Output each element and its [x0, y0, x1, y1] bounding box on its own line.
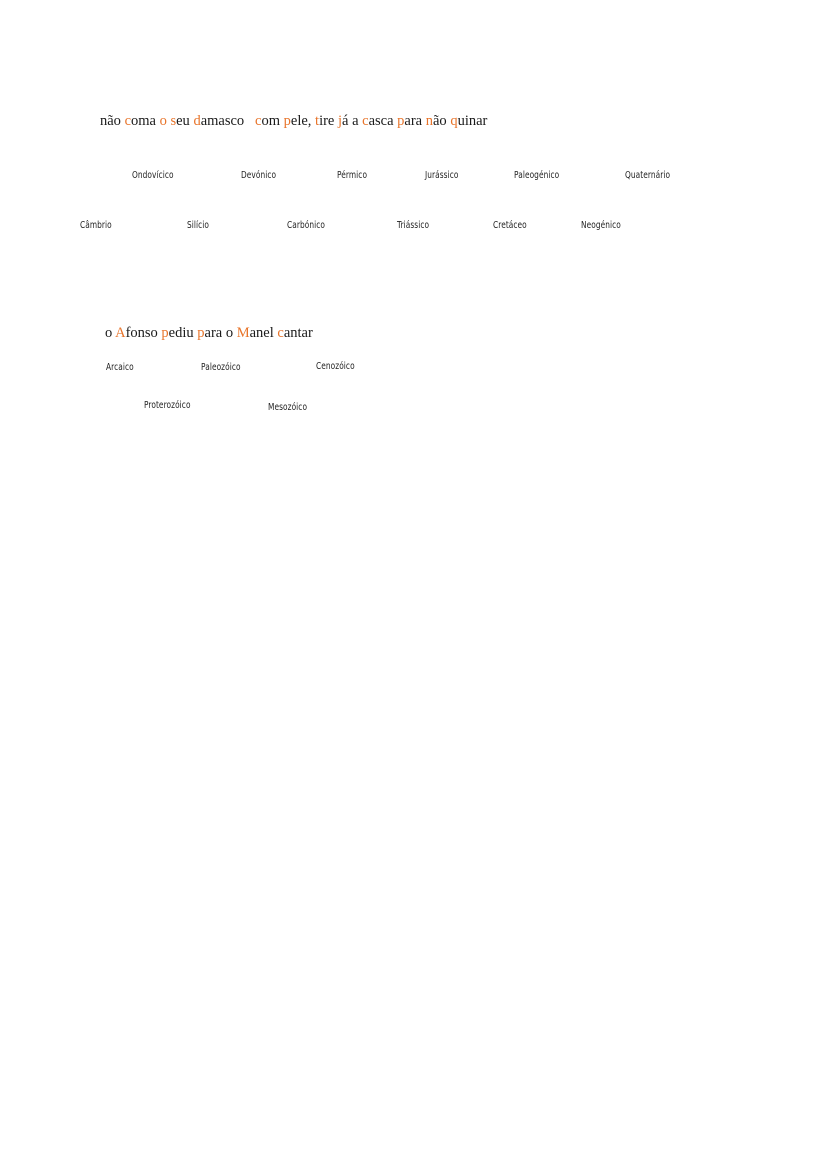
- era-label-mesozoic: Mesozóico: [268, 402, 308, 413]
- periods-mnemonic-sentence: [100, 114, 487, 129]
- mnemonic-text-segment: fonso: [125, 325, 162, 341]
- mnemonic-initial-letter: o: [159, 113, 167, 129]
- mnemonic-text-segment: amasco: [200, 113, 256, 129]
- mnemonic-text-segment: ão: [433, 113, 451, 129]
- period-label-devonian: Devónico: [241, 170, 277, 181]
- mnemonic-initial-letter: c: [362, 113, 369, 129]
- mnemonic-initial-letter: d: [193, 113, 201, 129]
- mnemonic-initial-letter: c: [277, 325, 284, 341]
- eon-label-proterozoic: Proterozóico: [144, 400, 191, 411]
- mnemonic-text-segment: ele,: [290, 113, 316, 129]
- mnemonic-text-segment: asca: [368, 113, 398, 129]
- mnemonic-initial-letter: j: [338, 113, 343, 129]
- mnemonic-text-segment: oma: [131, 113, 160, 129]
- mnemonic-text-segment: anel: [249, 325, 278, 341]
- mnemonic-initial-letter: s: [170, 113, 177, 129]
- mnemonic-initial-letter: p: [197, 325, 205, 341]
- mnemonic-initial-letter: p: [283, 113, 291, 129]
- mnemonic-text-segment: ara o: [204, 325, 237, 341]
- period-label-permian: Pérmico: [337, 170, 368, 181]
- eon-label-archean: Arcaico: [106, 362, 134, 373]
- period-label-neogene: Neogénico: [581, 220, 621, 231]
- mnemonic-initial-letter: t: [315, 113, 320, 129]
- mnemonic-initial-letter: q: [450, 113, 458, 129]
- period-label-ordovician: Ondovícico: [132, 170, 174, 181]
- mnemonic-initial-letter: A: [115, 325, 126, 341]
- mnemonic-text-segment: eu: [176, 113, 194, 129]
- mnemonic-initial-letter: c: [255, 113, 262, 129]
- period-label-cambrian: Câmbrio: [80, 220, 112, 231]
- period-label-triassic: Triássico: [397, 220, 430, 231]
- mnemonic-initial-letter: M: [236, 325, 250, 341]
- mnemonic-text-segment: á a: [342, 113, 363, 129]
- mnemonic-text-segment: ara: [404, 113, 426, 129]
- eons-mnemonic-sentence: [105, 326, 313, 341]
- period-label-jurassic: Jurássico: [425, 170, 459, 181]
- period-label-quaternary: Quaternário: [625, 170, 671, 181]
- mnemonic-text-segment: antar: [283, 325, 313, 341]
- mnemonic-text-segment: uinar: [457, 113, 488, 129]
- mnemonic-text-segment: o: [105, 325, 116, 341]
- period-label-carboniferous: Carbónico: [287, 220, 325, 231]
- mnemonic-text-segment: ire: [319, 113, 338, 129]
- mnemonic-initial-letter: p: [161, 325, 169, 341]
- era-label-cenozoic: Cenozóico: [316, 361, 355, 372]
- mnemonic-initial-letter: p: [397, 113, 405, 129]
- period-label-cretaceous: Cretáceo: [493, 220, 527, 231]
- era-label-paleozoic: Paleozóico: [201, 362, 241, 373]
- period-label-paleogene: Paleogénico: [514, 170, 560, 181]
- mnemonic-initial-letter: n: [425, 113, 433, 129]
- period-label-silurian: Silício: [187, 220, 210, 231]
- mnemonic-text-segment: ediu: [168, 325, 198, 341]
- mnemonic-text-segment: não: [100, 113, 125, 129]
- mnemonic-initial-letter: c: [124, 113, 131, 129]
- mnemonic-text-segment: om: [261, 113, 284, 129]
